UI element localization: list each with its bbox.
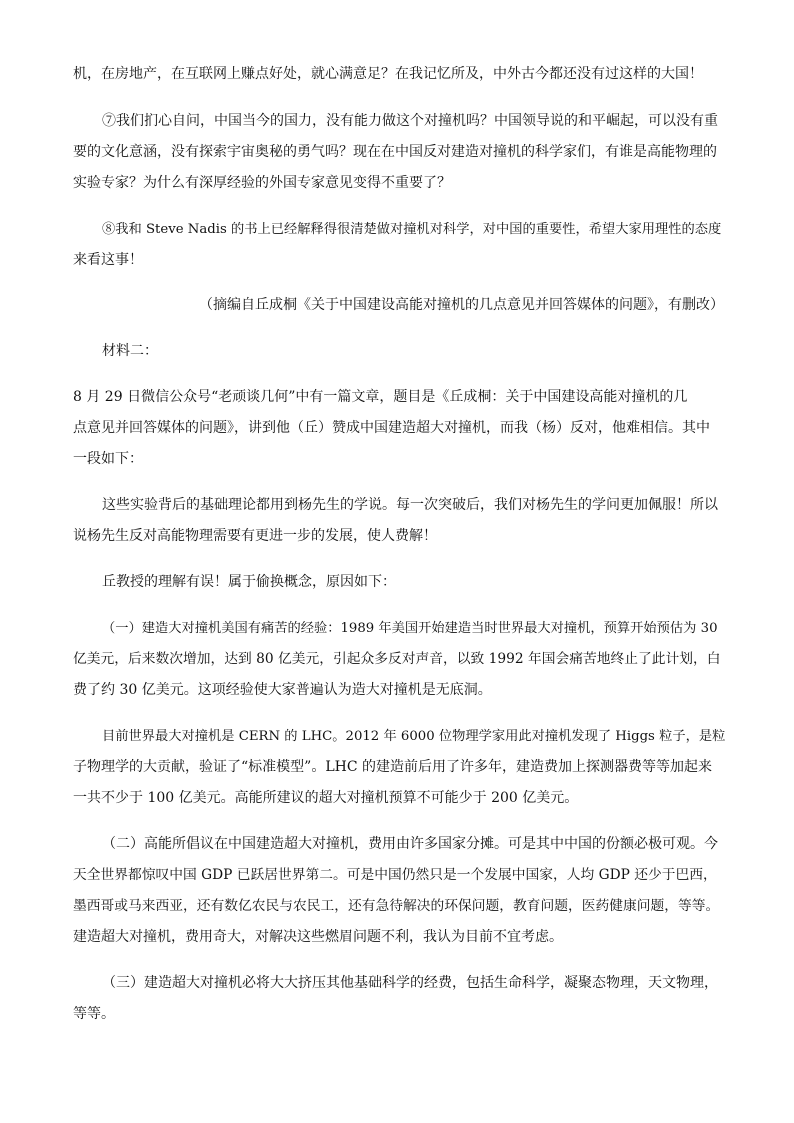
- paragraph-7-line-1: ⑦我们扪心自问，中国当今的国力，没有能力做这个对撞机吗？中国领导说的和平崛起，可以没有重: [102, 113, 718, 129]
- paragraph-line: （一）建造大对撞机美国有痛苦的经验：1989 年美国开始建造当时世界最大对撞机，预算开始预估为 30: [102, 621, 718, 636]
- quote-line: 这些实验背后的基础理论都用到杨先生的学说。每一次突破后，我们对杨先生的学问更加佩服！所以: [102, 497, 718, 513]
- paragraph-line: （三）建造超大对撞机必将大大挤压其他基础科学的经费，包括生命科学，凝聚态物理，天文物理，: [102, 975, 718, 991]
- paragraph-line: 点意见并回答媒体的问题》，讲到他（丘）赞成中国建造超大对撞机，而我（杨）反对，他难相信。其中: [73, 420, 710, 436]
- paragraph-line: 建造超大对撞机，费用奇大，对解决这些燃眉问题不利，我认为目前不宜考虑。: [73, 929, 563, 945]
- paragraph-7-line-2: 要的文化意涵，没有探索宇宙奥秘的勇气吗？现在在中国反对建造对撞机的科学家们，有谁是高能物理的: [73, 144, 717, 160]
- paragraph-line: 子物理学的大贡献，验证了“标准模型”。LHC 的建造前后用了许多年，建造费加上探测器费等等加起来: [73, 759, 712, 775]
- paragraph-line: 丘教授的理解有误！属于偷换概念，原因如下：: [102, 574, 396, 590]
- paragraph-line: 天全世界都惊叹中国 GDP 已跃居世界第二。可是中国仍然只是一个发展中国家，人均 GDP 还少于巴西，: [73, 867, 717, 883]
- paragraph-8-line-1: ⑧我和 Steve Nadis 的书上已经解释得很清楚做对撞机对科学，对中国的重要性，希望大家用理性的态度: [102, 222, 722, 237]
- paragraph-line: （二）高能所倡议在中国建造超大对撞机，费用由许多国家分摊。可是其中中国的份额必极可观。今: [102, 836, 718, 852]
- paragraph-line: 目前世界最大对撞机是 CERN 的 LHC。2012 年 6000 位物理学家用此对撞机发现了 Higgs 粒子，是粒: [102, 729, 726, 744]
- paragraph-line: 费了约 30 亿美元。这项经验使大家普遍认为造大对撞机是无底洞。: [73, 682, 492, 698]
- source-citation: （摘编自丘成桐《关于中国建设高能对撞机的几点意见并回答媒体的问题》，有删改）: [199, 297, 724, 313]
- paragraph-line: 等等。: [73, 1006, 115, 1022]
- paragraph-line: 墨西哥或马来西亚，还有数亿农民与农民工，还有急待解决的环保问题，教育问题，医药健康问题，等等。: [73, 898, 720, 914]
- paragraph-line: 亿美元，后来数次增加，达到 80 亿美元，引起众多反对声音，以致 1992 年国会痛苦地终止了此计划，白: [73, 651, 721, 667]
- section-heading: 材料二：: [102, 343, 158, 359]
- paragraph-line: 机，在房地产，在互联网上赚点好处，就心满意足？在我记忆所及，中外古今都还没有过这样的大国！: [73, 66, 703, 82]
- paragraph-7-line-3: 实验专家？为什么有深厚经验的外国专家意见变得不重要了？: [73, 175, 451, 191]
- paragraph-8-line-2: 来看这事！: [73, 252, 143, 268]
- paragraph-line: 一段如下：: [73, 451, 143, 467]
- paragraph-line: 一共不少于 100 亿美元。高能所建议的超大对撞机预算不可能少于 200 亿美元。: [73, 790, 579, 806]
- quote-line: 说杨先生反对高能物理需要有更进一步的发展，使人费解！: [73, 528, 437, 544]
- paragraph-line: 8 月 29 日微信公众号“老顽谈几何”中有一篇文章，题目是《丘成桐：关于中国建设高能对撞机的几: [73, 389, 688, 405]
